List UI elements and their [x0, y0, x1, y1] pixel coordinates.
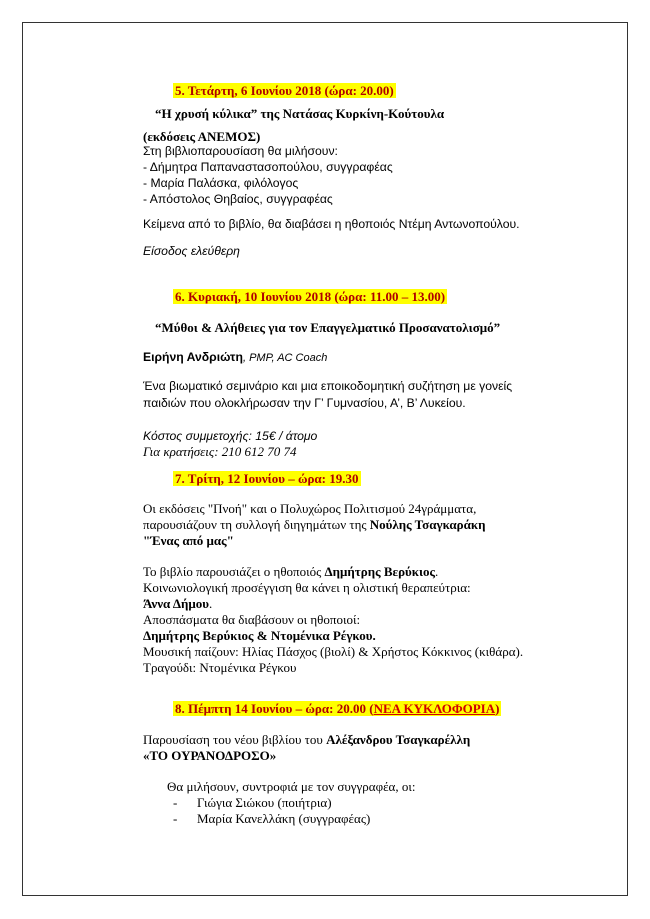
event7-therapist-line	[143, 596, 212, 612]
event8-speaker-2	[173, 811, 370, 827]
event7-presents-prefix: Το βιβλίο παρουσιάζει ο ηθοποιός	[143, 564, 325, 579]
event7-social: Κοινωνιολογική προσέγγιση θα κάνει η ολιστική θεραπεύτρια:	[143, 580, 471, 595]
document-page	[22, 22, 628, 896]
event6-description-2: παιδιών που ολοκλήρωσαν την Γ’ Γυμνασίου, Α’, Β’ Λυκείου.	[143, 396, 466, 410]
event7-actors: Δημήτρης Βερύκιος & Ντομένικα Ρέγκου.	[143, 628, 376, 643]
event5-speaker-1: - Δήμητρα Παπαναστασοπούλου, συγγραφέας	[143, 160, 393, 174]
event7-author: Νούλης Τσαγκαράκη	[369, 517, 486, 532]
event8-author: Αλέξανδρου Τσαγκαρέλλη	[326, 732, 471, 747]
event6-presenter-name: Ειρήνη Ανδριώτη	[143, 350, 243, 364]
event7-song: Τραγούδι: Ντομένικα Ρέγκου	[143, 660, 297, 675]
event8-heading-suffix: )	[495, 701, 500, 716]
event5-speaker-2: - Μαρία Παλάσκα, φιλόλογος	[143, 176, 299, 190]
event7-presents-name: Δημήτρης Βερύκιος	[324, 564, 436, 579]
event8-speaker-2-dash: -	[173, 811, 178, 826]
event7-therapist: Άννα Δήμου	[143, 596, 209, 611]
event7-book: "Ένας από μας"	[143, 533, 234, 548]
event7-presents-suffix: .	[435, 564, 439, 579]
event8-book: «ΤΟ ΟΥΡΑΝΟΔΡΟΣΟ»	[143, 748, 277, 763]
event8-speaker-1-dash: -	[173, 795, 178, 810]
event5-speakers-intro: Στη βιβλιοπαρουσίαση θα μιλήσουν:	[143, 144, 338, 158]
event7-presents	[143, 564, 438, 580]
event7-excerpts: Αποσπάσματα θα διαβάσουν οι ηθοποιοί:	[143, 612, 361, 627]
event8-intro-prefix: Παρουσίαση του νέου βιβλίου του	[143, 732, 327, 747]
event7-intro-2-prefix: παρουσιάζουν τη συλλογή διηγημάτων της	[143, 517, 370, 532]
event7-music: Μουσική παίζουν: Ηλίας Πάσχος (βιολί) & Χρήστος Κόκκινος (κιθάρα).	[143, 644, 524, 659]
event8-speaker-2-name: Μαρία Κανελλάκη (συγγραφέας)	[197, 811, 371, 826]
event7-therapist-suffix: .	[208, 596, 213, 611]
event5-publisher: (εκδόσεις ΑΝΕΜΟΣ)	[143, 129, 261, 144]
event7-intro-1: Οι εκδόσεις "Πνοή" και ο Πολυχώρος Πολιτισμού 24γράμματα,	[143, 501, 477, 516]
event6-heading: 6. Κυριακή, 10 Ιουνίου 2018 (ώρα: 11.00 – 13.00)	[175, 289, 446, 304]
event8-heading-prefix: 8. Πέμπτη 14 Ιουνίου – ώρα: 20.00 (	[175, 701, 374, 716]
event8-intro	[143, 732, 470, 748]
event8-speaker-1-name: Γιώγια Σιώκου (ποιήτρια)	[197, 795, 332, 810]
event5-reading: Κείμενα από το βιβλίο, θα διαβάσει η ηθοποιός Ντέμη Αντωνοπούλου.	[143, 217, 520, 231]
event5-entry: Είσοδος ελεύθερη	[143, 244, 240, 258]
event6-description-1: Ένα βιωματικό σεμινάριο και μια εποικοδομητική συζήτηση με γονείς	[143, 379, 513, 393]
event6-booking: Για κρατήσεις: 210 612 70 74	[143, 444, 297, 459]
event8-speaker-1	[173, 795, 332, 811]
event6-presenter-role: , PMP, AC Coach	[242, 352, 328, 364]
event8-speakers-intro: Θα μιλήσουν, συντροφιά με τον συγγραφέα, οι:	[167, 779, 416, 794]
event6-presenter	[143, 350, 327, 364]
event5-title: “Η χρυσή κύλικα” της Νατάσας Κυρκίνη-Κούτουλα	[155, 106, 445, 121]
event8-heading	[173, 701, 501, 716]
event7-heading: 7. Τρίτη, 12 Ιουνίου – ώρα: 19.30	[175, 471, 359, 486]
event5-speaker-3: - Απόστολος Θηβαίος, συγγραφέας	[143, 192, 333, 206]
event5-heading: 5. Τετάρτη, 6 Ιουνίου 2018 (ώρα: 20.00)	[175, 83, 394, 98]
event6-cost: Κόστος συμμετοχής: 15€ / άτομο	[143, 429, 318, 443]
page-content	[23, 23, 627, 895]
event6-title: “Μύθοι & Αλήθειες για τον Επαγγελματικό Προσανατολισμό”	[155, 320, 501, 335]
event7-intro-2	[143, 517, 486, 533]
event8-new-release: ΝΕΑ ΚΥΚΛΟΦΟΡΙΑ	[373, 701, 496, 716]
